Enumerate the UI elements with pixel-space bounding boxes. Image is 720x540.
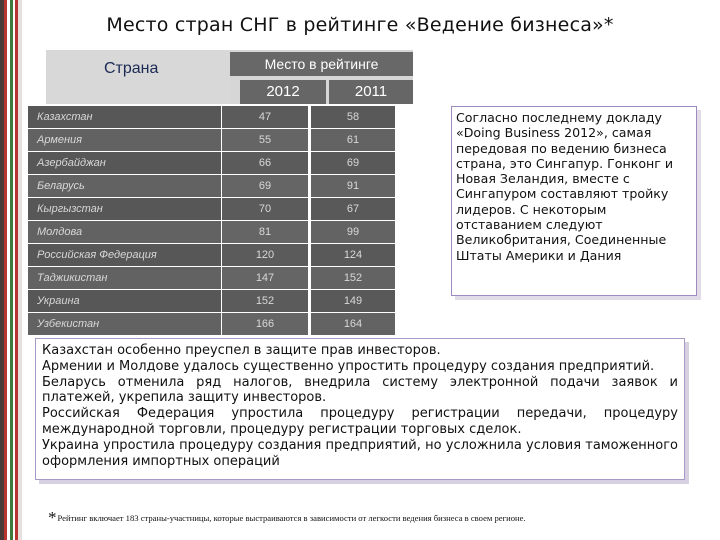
reform-paragraph: Казахстан особенно преуспел в защите прав инвесторов. [42,343,441,358]
reform-paragraph: Российская Федерация упростила процедуру регистрации передачи, процедуру международной торговли, процедуру регистрации торговых сделок. [42,406,678,437]
rank-2011-cell: 61 [311,129,395,151]
country-cell: Российская Федерация [28,244,221,266]
reform-paragraph: Беларусь отменила ряд налогов, внедрила систему электронной подачи заявок и платежей, укрепила защиту инвесторов. [42,374,678,406]
table-row [28,244,413,266]
footnote [48,508,708,528]
rank-2011-cell: 58 [311,106,395,128]
country-cell: Узбекистан [28,313,221,335]
rank-2012-cell: 147 [222,267,308,289]
rank-2012-cell: 66 [222,152,308,174]
table-header-country-cell [46,50,230,104]
table-header-group: Место в рейтинге [230,52,413,76]
country-cell: Таджикистан [28,267,221,289]
table-row [28,175,413,197]
reforms-text-box [35,338,685,480]
rank-2011-cell: 91 [311,175,395,197]
country-cell: Кыргызстан [28,198,221,220]
table-row [28,198,413,220]
rank-2011-cell: 124 [311,244,395,266]
slide-title: Место стран СНГ в рейтинге «Ведение бизнеса»* [106,14,614,36]
table-row [28,313,413,335]
rank-2012-cell: 152 [222,290,308,312]
rank-2011-cell: 152 [311,267,395,289]
rank-2012-cell: 55 [222,129,308,151]
reform-paragraph: Армении и Молдове удалось существенно упростить процедуру создания предприятий. [42,358,655,374]
left-decor-stripes [0,0,22,540]
table-header-2011: 2011 [329,80,413,104]
rank-2011-cell: 164 [311,313,395,335]
leaders-note-box [451,106,697,296]
rank-2011-cell: 99 [311,221,395,243]
table-row [28,152,413,174]
country-cell: Казахстан [28,106,221,128]
rank-2012-cell: 166 [222,313,308,335]
table-row [28,267,413,289]
country-cell: Армения [28,129,221,151]
table-row [28,221,413,243]
reform-paragraph: Украина упростила процедуру создания предприятий, но усложнила условия таможенного оформления импортных операций [42,437,678,469]
footnote-text: Рейтинг включает 183 страны-участницы, которые выстраиваются в зависимости от легкости ведения бизнеса в своем регионе. [57,513,526,523]
rank-2011-cell: 67 [311,198,395,220]
country-cell: Беларусь [28,175,221,197]
country-cell: Азербайджан [28,152,221,174]
table-header-2012: 2012 [240,80,326,104]
table-row [28,106,413,128]
table-header-country: Страна [104,60,159,77]
country-cell: Украина [28,290,221,312]
country-cell: Молдова [28,221,221,243]
leaders-note-text: Согласно последнему докладу «Doing Business 2012», самая передовая по ведению бизнеса страна, это Сингапур. Гонконг и Новая Зеландия, вместе с Сингапуром составляют тройку лидеров. С некоторым отставанием следуют Великобритания, Соединенные Штаты Америки и Дания [456,110,674,263]
rank-2012-cell: 70 [222,198,308,220]
rank-2011-cell: 69 [311,152,395,174]
table-row [28,129,413,151]
table-body [28,106,413,336]
rank-2011-cell: 149 [311,290,395,312]
rank-2012-cell: 120 [222,244,308,266]
footnote-star: * [48,508,57,527]
rank-2012-cell: 47 [222,106,308,128]
table-row [28,290,413,312]
rank-2012-cell: 69 [222,175,308,197]
rank-2012-cell: 81 [222,221,308,243]
